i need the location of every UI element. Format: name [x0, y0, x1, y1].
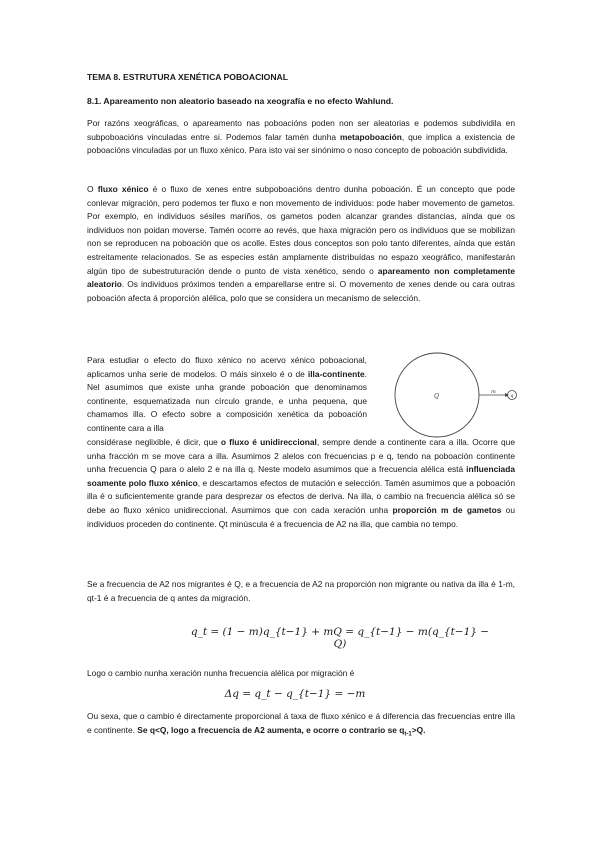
bold-term: influenciada soamente polo fluxo xénico: [87, 464, 515, 488]
equation-text: Δq = q_t − q_{t−1} = −m: [224, 688, 366, 700]
arrow-head: [505, 393, 509, 397]
text-run: ou individuos proceden do continente. Qt minúscula é a frecuencia de A2 na illa, que cambia no tempo.: [87, 504, 515, 529]
text-run: , que implica a existencia de poboacións vinculadas por un fluxo xénico. Para isto vai ser sinónimo o noso concepto de poboación subdividida.: [87, 131, 515, 156]
document-title: TEMA 8. ESTRUTURA XENÉTICA POBOACIONAL: [87, 72, 289, 82]
bold-term: o fluxo é unidireccional: [220, 437, 317, 447]
text-run: . Nel asumimos que existe unha grande poboación que denominamos continente, esquematizada nun círculo grande, e unha pequena, que chamamos illa. O efecto sobre a composición xenética da poboación continente cara a illa: [87, 368, 367, 433]
text-run: Ou sexa, que o cambio é directamente proporcional á taxa de fluxo xénico e á diferencia das frecuencias entre illa e continente.: [87, 711, 515, 735]
equation-text: q_t = (1 − m)q_{t−1} + mQ = q_{t−1} − m(q_{t−1} − Q): [190, 626, 490, 650]
paragraph-metapopulation: [87, 117, 515, 158]
equation-delta-q: [190, 688, 400, 700]
bold-term: fluxo xénico: [97, 184, 149, 194]
bold-term: proporción m de gametos: [392, 504, 502, 515]
section-heading: 8.1. Apareamento non aleatorio baseado na xeografía e no efecto Wahlund.: [87, 96, 394, 106]
bold-term: metapoboación: [339, 131, 402, 142]
text-run: O: [87, 184, 98, 194]
paragraph-island-model: [87, 436, 515, 531]
bold-term: apareamento non completamente aleatorio: [87, 265, 515, 290]
paragraph-island-model-intro: [87, 354, 367, 436]
equation-allele-frequency: [190, 626, 490, 650]
migration-rate-label: m: [491, 389, 496, 395]
island-label: q: [510, 394, 514, 399]
bold-conclusion: [137, 724, 426, 738]
text-run: é o fluxo de xenes entre subpoboacións dentro dunha poboación. É un concepto que pode conlevar migración, pero podemos ter fluxo e non movemento de individuos: pode haber movemento de gametos. Por exemplo, en individuos sésiles mariños, os gametos poden alcanzar grandes distancias, aínda que os individuos non poidan moverse. Tamén ocorre ao revés, que haxa migración pero os individuos que se mobilizan non se reproducen na poboación que os acolle. Estes dous conceptos son polo tanto diferentes, aínda que están estreitamente relacionados. Se as especies están amplamente distribuídas no espazo xeográfico, manifestarán algún tipo de subestruturación dende o punto de vista xenético, sendo o: [87, 184, 515, 276]
text-run: Para estudiar o efecto do fluxo xénico no acervo xénico poboacional, aplicamos unha serie de modelos. O máis sinxelo é o de: [87, 355, 367, 379]
continent-label: Q: [434, 393, 439, 400]
paragraph-gene-flow: [87, 183, 515, 305]
paragraph-change-intro: Logo o cambio nunha xeración nunha frecuencia alélica por migración é: [87, 668, 355, 678]
bold-term: illa-continente: [307, 368, 365, 379]
paragraph-conclusion: [87, 710, 515, 742]
text-run: , e descartamos efectos de mutación e selección. Tamén asumimos que a poboación illa é o suficientemente grande para desprezar os efectos de deriva. Na illa, o cambio na frecuencia alélica só se debe ao fluxo xénico unidireccional. Asumimos que con cada xeración unha: [87, 477, 515, 515]
island-continent-diagram: [393, 350, 519, 440]
subscript: t-1: [404, 731, 412, 738]
text-run: . Os individuos próximos tenden a emparellarse entre si. O movemento de xenes dende ou cara outras poboación afecta á proporción alélica, polo que se considera un mecanismo de selección.: [87, 279, 515, 303]
text-run: considérase neglixible, é dicir, que: [87, 437, 221, 447]
text-run: Por razóns xeográficas, o apareamento nas poboacións poden non ser aleatorias e podemos subdividila en subpoboacións vinculadas entre si. Podemos falar tamén dunha: [87, 118, 515, 142]
text-run: Se q<Q, logo a frecuencia de A2 aumenta, e ocorre o contrario se q: [137, 724, 405, 735]
paragraph-migrant-frequency: Se a frecuencia de A2 nos migrantes é Q, e a frecuencia de A2 na proporción non migrante ou nativa da illa é 1-m, qt-1 é a frecuencia de q antes da migración.: [87, 579, 515, 603]
text-run: , sempre dende a continente cara a illa. Ocorre que unha fracción m se move cara a illa. Asumimos 2 alelos con frecuencias p e q, tendo na poboación continente unha frecuencia Q para o alelo 2 e na illa q. Neste modelo asumimos que a frecuencia alélica está: [87, 437, 515, 475]
text-run: >Q.: [411, 724, 426, 735]
